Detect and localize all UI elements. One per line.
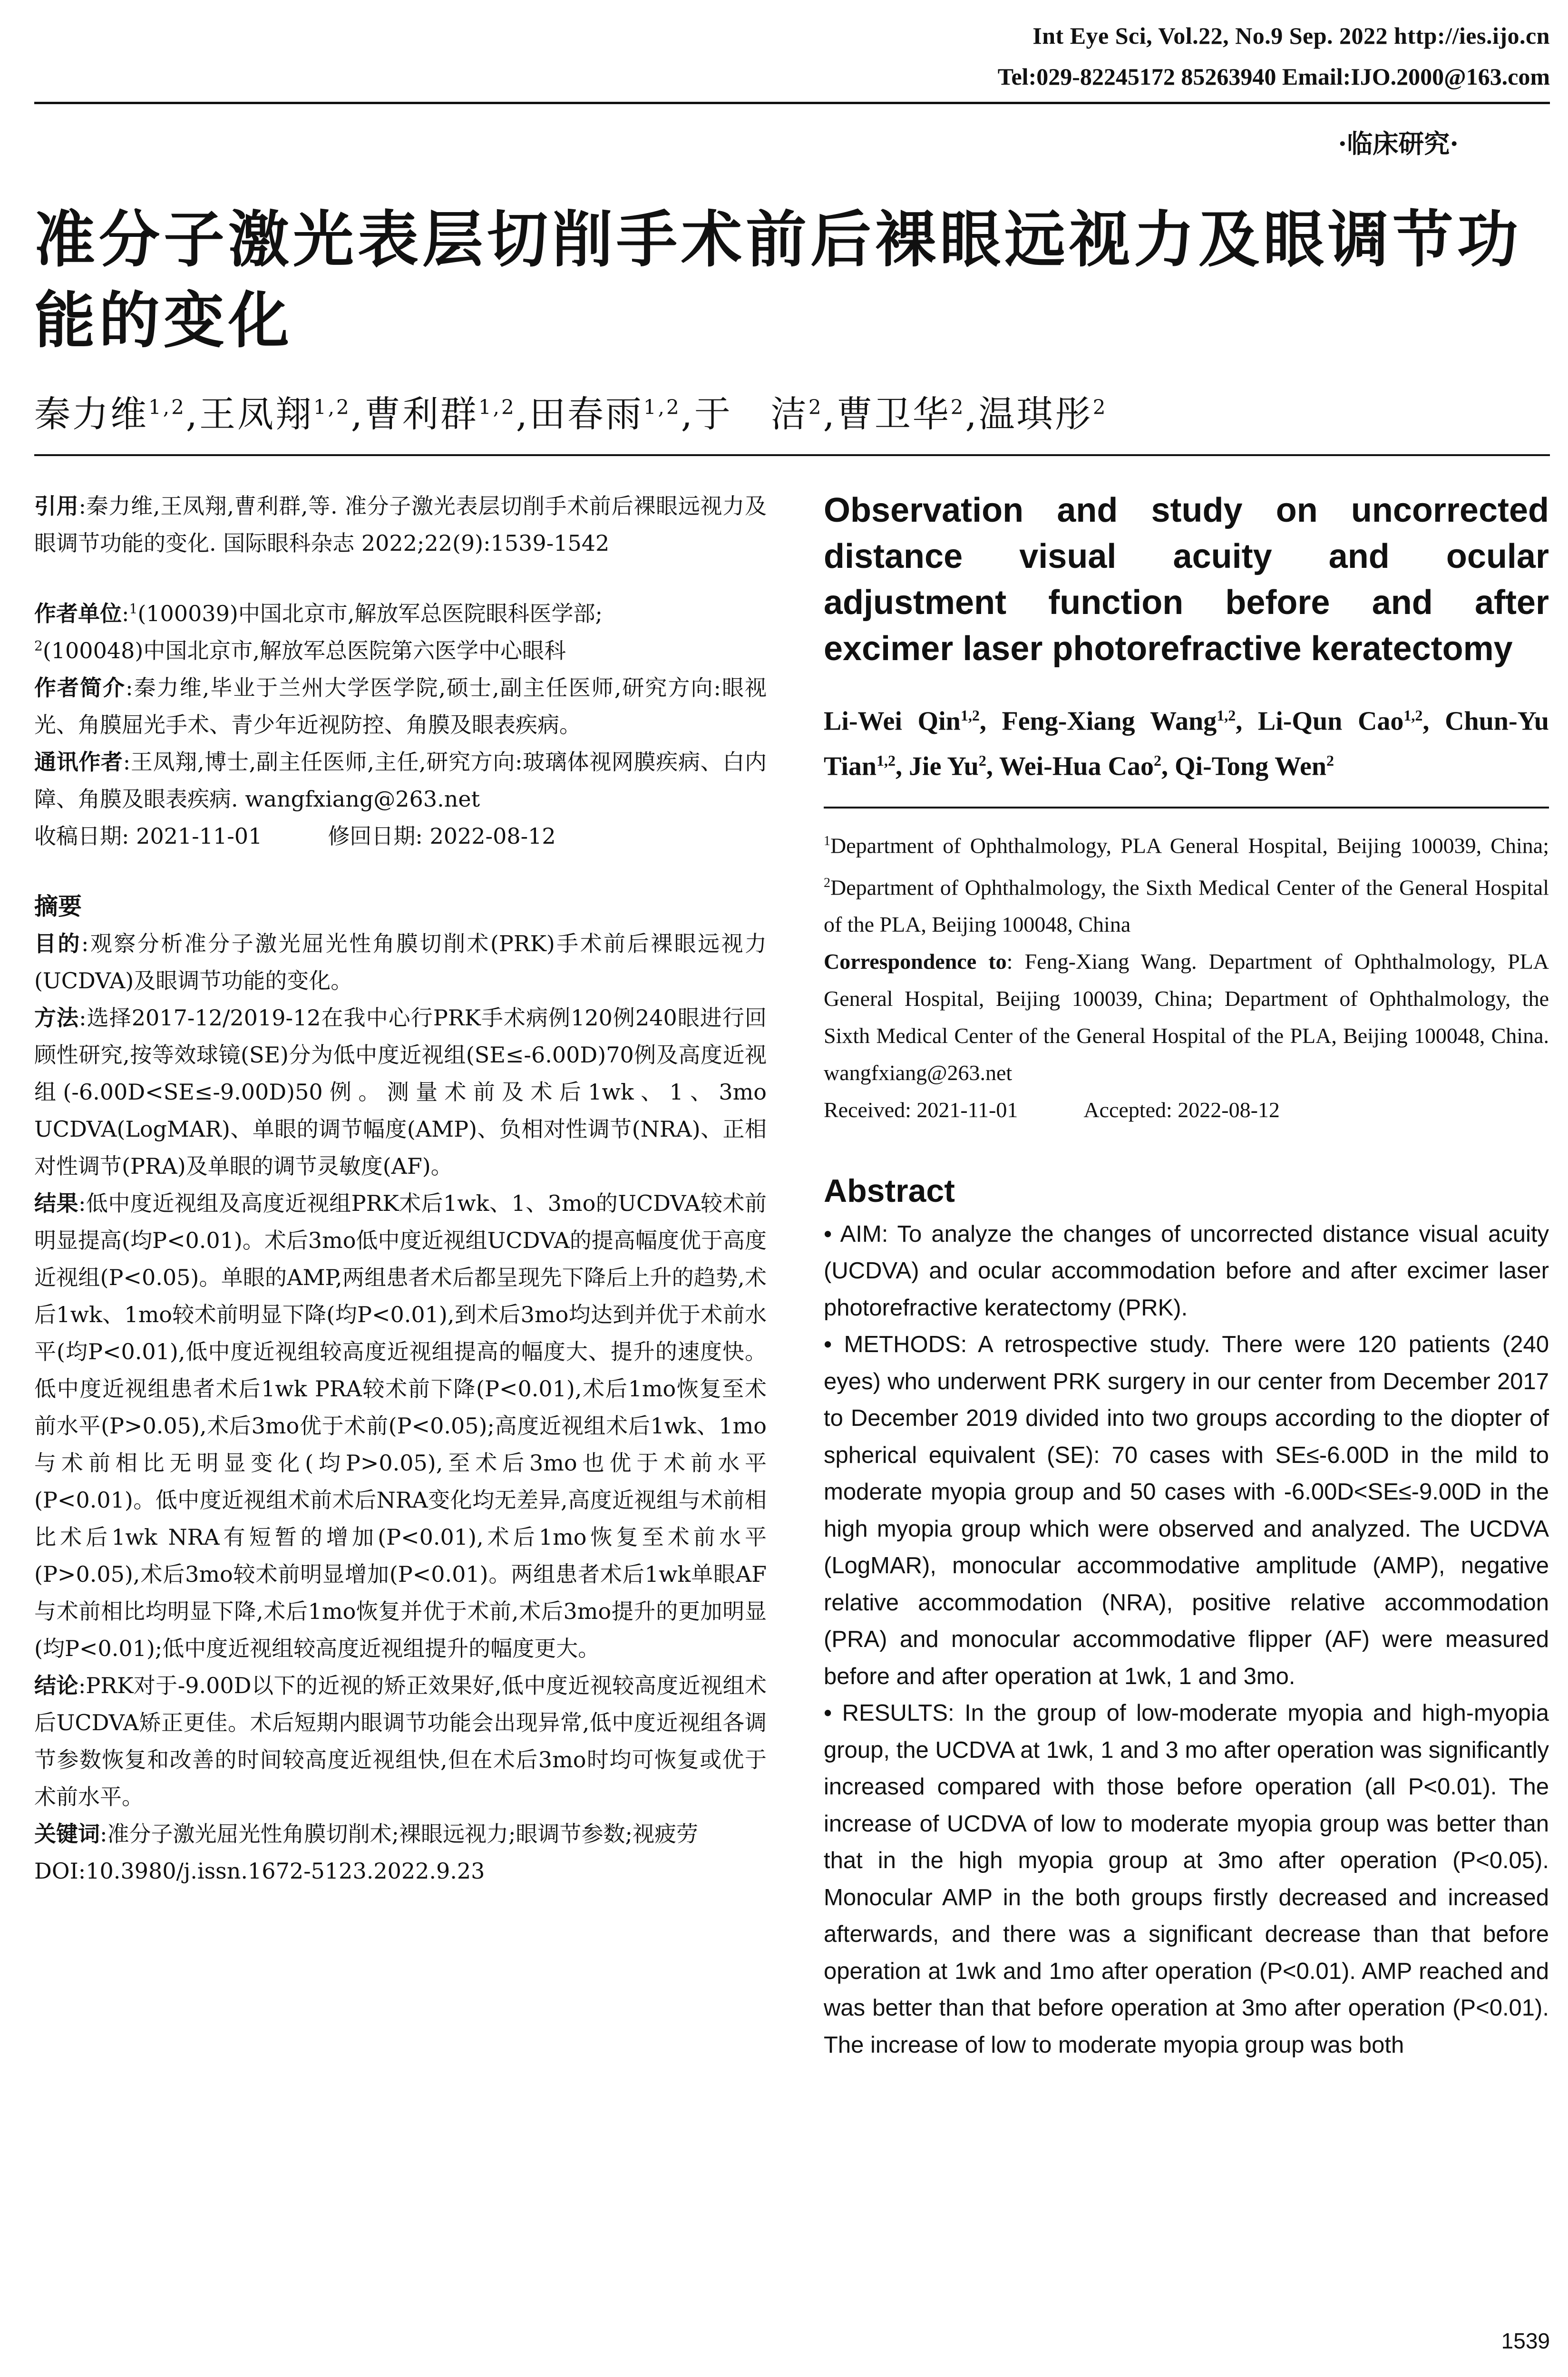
en-author-name: Chun-Yu Tian <box>824 706 1549 781</box>
en-author-name: Qi-Tong Wen <box>1174 751 1326 781</box>
header-rule <box>34 102 1550 104</box>
corresponding-author: 通讯作者:王凤翔,博士,副主任医师,主任,研究方向:玻璃体视网膜疾病、白内障、角膜及眼表疾病. wangfxiang@263.net <box>34 749 767 812</box>
aim-cn: 目的:观察分析准分子激光屈光性角膜切削术(PRK)手术前后裸眼远视力(UCDVA)及眼调节功能的变化。 <box>34 931 767 994</box>
paper-title: 准分子激光表层切削手术前后裸眼远视力及眼调节功能的变化 <box>34 205 1522 356</box>
journal-info-line: Int Eye Sci, Vol.22, No.9 Sep. 2022 http://ies.ijo.cn <box>1032 22 1550 49</box>
author-name: 曹利群 <box>364 393 478 435</box>
citation: 引用:秦力维,王凤翔,曹利群,等. 准分子激光表层切削手术前后裸眼远视力及眼调节功能的变化. 国际眼科杂志 2022;22(9):1539-1542 <box>34 493 767 556</box>
abstract-heading: Abstract <box>824 1172 955 1209</box>
author-affiliation: 1,2 <box>478 395 516 419</box>
page-number: 1539 <box>1501 2328 1550 2353</box>
en-author-name: Jie Yu <box>909 751 979 781</box>
author-name: 秦力维 <box>34 393 148 435</box>
english-dates: Received: 2021-11-01 Accepted: 2022-08-12 <box>824 1097 1280 1122</box>
author-affiliation: 2 <box>950 395 965 419</box>
en-author-name: Li-Qun Cao <box>1257 706 1404 736</box>
author-list: 秦力维$^{1,2}$,王凤翔$^{1,2}$,曹利群$^{1,2}$,田春雨$^{1,2}$,于 洁$^2$,曹卫华$^2$,温琪彤$^2$ <box>34 393 1108 435</box>
keywords-cn: 关键词:准分子激光屈光性角膜切削术;裸眼远视力;眼调节参数;视疲劳 <box>34 1821 698 1847</box>
author-affiliation: 1,2 <box>148 395 186 419</box>
english-author-list: Li-Wei Qin$^{1,2}$, Feng-Xiang Wang$^{1,2}$, Li-Qun Cao$^{1,2}$, Chun-Yu Tian$^{1,2}$, Jie Yu$^2$, Wei-Hua Cao$^2$, Qi-Tong Wen$^2$ <box>824 706 1549 781</box>
author-affiliation: 1,2 <box>643 395 681 419</box>
abstract-results: • RESULTS: In the group of low-moderate myopia and high-myopia group, the UCDVA at 1wk, 1 and 3 mo after operation was significantly increased compared with those before operation (all P<0.01). The increase of UCDVA of low to moderate myopia group was better than that in the high myopia group at 3mo after operation (P<0.05). Monocular AMP in the both groups firstly decreased and increased afterwards, and there was a significant decrease than that before operation at 1wk and 1mo after operation (P<0.01). AMP reached and was better than that before operation at 3mo after operation (P<0.01). The increase of low to moderate myopia group was both <box>824 1700 1549 2058</box>
author-affiliation: 2 <box>808 395 823 419</box>
chinese-column <box>34 487 767 1890</box>
author-name: 温琪彤 <box>978 393 1093 435</box>
doi: DOI:10.3980/j.issn.1672-5123.2022.9.23 <box>34 1858 485 1884</box>
conclusion-cn: 结论:PRK对于-9.00D以下的近视的矫正效果好,低中度近视较高度近视组术后UCDVA矫正更佳。术后短期内眼调节功能会出现异常,低中度近视组各调节参数恢复和改善的时间较高度近视组快,但在术后3mo时均可恢复或优于术前水平。 <box>34 1673 767 1810</box>
results-cn: 结果:低中度近视组及高度近视组PRK术后1wk、1、3mo的UCDVA较术前明显提高(均P<0.01)。术后3mo低中度近视组UCDVA的提高幅度优于高度近视组(P<0.05)。单眼的AMP,两组患者术后都呈现先下降后上升的趋势,术后1wk、1mo较术前明显下降(均P<0.01),到术后3mo均达到并优于术前水平(均P<0.01),低中度近视组较高度近视组提高的幅度大、提升的速度快。低中度近视组患者术后1wk PRA较术前下降(P<0.01),术后1mo恢复至术前水平(P>0.05),术后3mo优于术前(P<0.05);高度近视组术后1wk、1mo与术前相比无明显变化(均P>0.05),至术后3mo也优于术前水平(P<0.01)。低中度近视组术前术后NRA变化均无差异,高度近视组与术前相比术后1wk NRA有短暂的增加(P<0.01),术后1mo恢复至术前水平(P>0.05),术后3mo较术前明显增加(P<0.01)。两组患者术后1wk单眼AF与术前相比均明显下降,术后1mo恢复并优于术前,术后3mo提升的更加明显(均P<0.01);低中度近视组较高度近视组提升的幅度更大。 <box>34 1190 767 1661</box>
abstract-heading-cn: 摘要 <box>34 893 82 920</box>
received-dates: 收稿日期: 2021-11-01 修回日期: 2022-08-12 <box>34 823 556 849</box>
author-name: 于 洁 <box>694 393 808 435</box>
english-column <box>824 487 1549 2064</box>
author-bio: 作者简介:秦力维,毕业于兰州大学医学院,硕士,副主任医师,研究方向:眼视光、角膜屈光手术、青少年近视防控、角膜及眼表疾病。 <box>34 675 767 738</box>
english-abstract <box>824 1216 1549 2064</box>
author-name: 曹卫华 <box>836 393 951 435</box>
en-author-name: Li-Wei Qin <box>824 706 961 736</box>
author-units: 作者单位:$^1$(100039)中国北京市,解放军总医院眼科医学部; $^2$(100048)中国北京市,解放军总医院第六医学中心眼科 <box>34 601 603 663</box>
en-author-affiliation: 2 <box>1153 751 1161 769</box>
en-author-affiliation: 1,2 <box>877 751 896 769</box>
abstract-aim: • AIM: To analyze the changes of uncorrected distance visual acuity (UCDVA) and ocular accommodation before and after excimer laser photorefractive keratectomy (PRK). <box>824 1221 1549 1321</box>
author-affiliation: 2 <box>1092 395 1108 419</box>
en-author-affiliation: 1,2 <box>1217 707 1236 724</box>
en-author-name: Feng-Xiang Wang <box>1002 706 1217 736</box>
en-author-affiliation: 2 <box>978 751 986 769</box>
en-author-affiliation: 1,2 <box>960 707 980 724</box>
abstract-methods: • METHODS: A retrospective study. There were 120 patients (240 eyes) who underwent PRK surgery in our center from December 2017 to December 2019 divided into two groups according to the diopter of spherical equivalent (SE): 70 cases with SE≤-6.00D in the mild to moderate myopia group and 50 cases with -6.00D<SE≤-9.00D in the high myopia group which were observed and analyzed. The UCDVA (LogMAR), monocular accommodative amplitude (AMP), negative relative accommodation (NRA), positive relative accommodation (PRA) and monocular accommodative flipper (AF) were measured before and after operation at 1wk, 1 and 3mo. <box>824 1332 1549 1689</box>
english-correspondence: Correspondence to: Feng-Xiang Wang. Department of Ophthalmology, PLA General Hospital, Beijing 100039, China; Department of Ophthalmology, the Sixth Medical Center of the General Hospital of the PLA, Beijing 100048, China. wangfxiang@263.net <box>824 949 1549 1085</box>
english-affiliations: $^1$Department of Ophthalmology, PLA General Hospital, Beijing 100039, China; $^2$Department of Ophthalmology, the Sixth Medical Center of the General Hospital of the PLA, Beijing 100048, China Correspondence to: Feng-Xiang Wang. Department of Ophthalmology, PLA General Hospital, Beijing 100039, China; Department of Ophthalmology, the Sixth Medical Center of the General Hospital of the PLA, Beijing 100048, China. wangfxiang@263.net Received: 2021-11-01 Accepted: 2022-08-12 <box>824 823 1549 1129</box>
methods-cn: 方法:选择2017-12/2019-12在我中心行PRK手术病例120例240眼进行回顾性研究,按等效球镜(SE)分为低中度近视组(SE≤-6.00D)70例及高度近视组(-6.00D<SE≤-9.00D)50例。测量术前及术后1wk、1、3mo UCDVA(LogMAR)、单眼的调节幅度(AMP)、负相对性调节(NRA)、正相对性调节(PRA)及单眼的调节灵敏度(AF)。 <box>34 1005 767 1179</box>
english-title: Observation and study on uncorrected distance visual acuity and ocular adjustment function before and after excimer laser photorefractive keratectomy <box>824 491 1549 668</box>
en-author-affiliation: 1,2 <box>1403 707 1423 724</box>
journal-contact-line: Tel:029-82245172 85263940 Email:IJO.2000@163.com <box>997 63 1550 90</box>
author-affiliation: 1,2 <box>313 395 351 419</box>
author-name: 田春雨 <box>529 393 643 435</box>
section-label: ·临床研究· <box>1338 128 1459 159</box>
author-name: 王凤翔 <box>199 393 313 435</box>
english-author-rule <box>824 807 1549 809</box>
en-author-affiliation: 2 <box>1326 751 1334 769</box>
title-rule <box>34 454 1550 456</box>
en-author-name: Wei-Hua Cao <box>999 751 1154 781</box>
